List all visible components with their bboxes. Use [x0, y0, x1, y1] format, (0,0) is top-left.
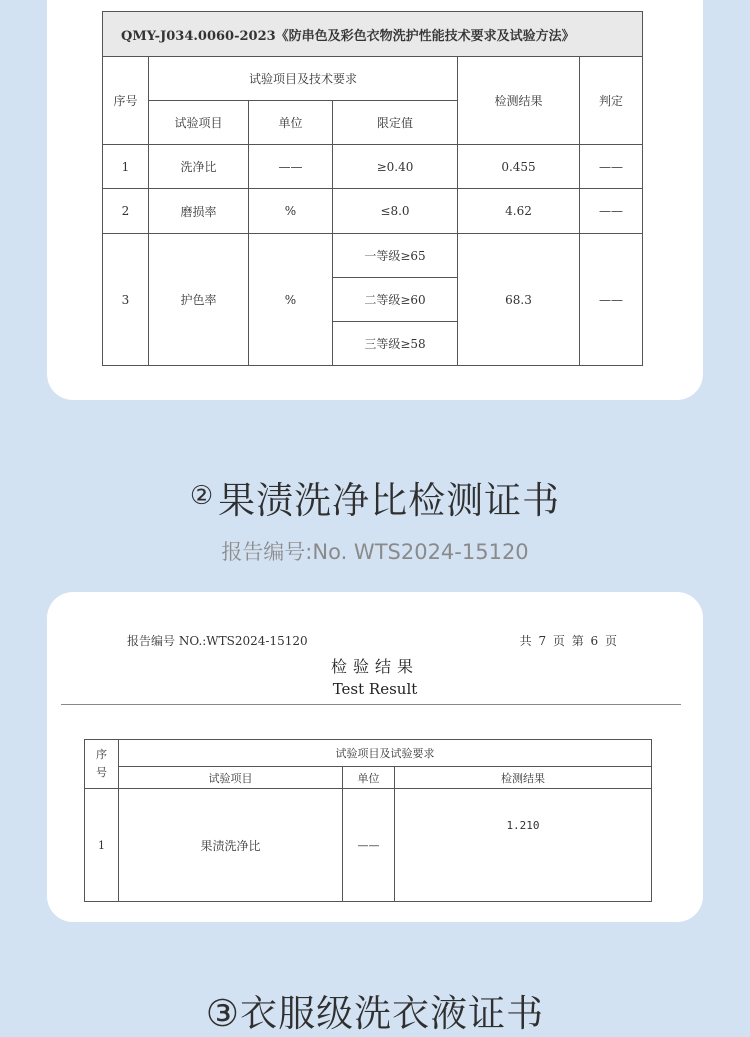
row-result: 0.455: [458, 145, 580, 189]
row-item: 果渍洗净比: [119, 789, 343, 902]
row-unit: ——: [249, 145, 333, 189]
header-group: 试验项目及技术要求: [149, 57, 458, 101]
row-judge: ——: [580, 189, 643, 234]
row-result: 68.3: [458, 234, 580, 366]
header-unit: 单位: [343, 767, 395, 789]
row-seq: 1: [103, 145, 149, 189]
row-seq: 2: [103, 189, 149, 234]
section-title-text: 果渍洗净比检测证书: [218, 479, 561, 522]
row-seq: 3: [103, 234, 149, 366]
row-item: 磨损率: [149, 189, 249, 234]
cert-page-count: 共 7 页 第 6 页: [519, 634, 617, 648]
row-seq: 1: [85, 789, 119, 902]
row-unit: %: [249, 189, 333, 234]
table-row: [103, 145, 643, 189]
header-seq: [85, 740, 119, 789]
row-limit-grade-2: 二等级≥60: [333, 278, 458, 322]
row-item: 洗净比: [149, 145, 249, 189]
header-result: 检测结果: [395, 767, 652, 789]
row-limit-grade-1: 一等级≥65: [333, 234, 458, 278]
result-table: [84, 739, 652, 902]
table-row: [85, 789, 652, 902]
row-limit: ≤8.0: [333, 189, 458, 234]
header-result: 检测结果: [458, 57, 580, 145]
row-judge: ——: [580, 234, 643, 366]
row-unit: ——: [343, 789, 395, 902]
standard-card: [47, 0, 703, 400]
header-item: 试验项目: [149, 101, 249, 145]
standard-title: QMY-J034.0060-2023《防串色及彩色衣物洗护性能技术要求及试验方法》: [103, 12, 643, 57]
header-seq-text: 序号: [96, 748, 107, 779]
table-row: [103, 189, 643, 234]
certificate-card: [47, 592, 703, 922]
row-judge: ——: [580, 145, 643, 189]
row-item: 护色率: [149, 234, 249, 366]
row-result: 1.210: [395, 789, 652, 902]
section-number: ②: [189, 481, 215, 511]
cert-title-cn: 检验结果: [330, 657, 419, 676]
section-title: [0, 470, 750, 524]
row-result: 4.62: [458, 189, 580, 234]
standard-table: [102, 11, 643, 366]
row-unit: %: [249, 234, 333, 366]
cert-title-en: Test Result: [332, 680, 418, 698]
header-group: 试验项目及试验要求: [119, 740, 652, 767]
divider: [61, 704, 681, 705]
header-unit: 单位: [249, 101, 333, 145]
cert-report-number: 报告编号 NO.:WTS2024-15120: [127, 634, 308, 648]
row-limit: ≥0.40: [333, 145, 458, 189]
header-item: 试验项目: [119, 767, 343, 789]
table-row: [103, 234, 643, 278]
report-number-line: 报告编号:No. WTS2024-15120: [221, 540, 529, 564]
header-limit: 限定值: [333, 101, 458, 145]
row-limit-grade-3: 三等级≥58: [333, 322, 458, 366]
header-judge: 判定: [580, 57, 643, 145]
next-section-title: ③衣服级洗衣液证书: [205, 992, 545, 1035]
header-seq: 序号: [103, 57, 149, 145]
